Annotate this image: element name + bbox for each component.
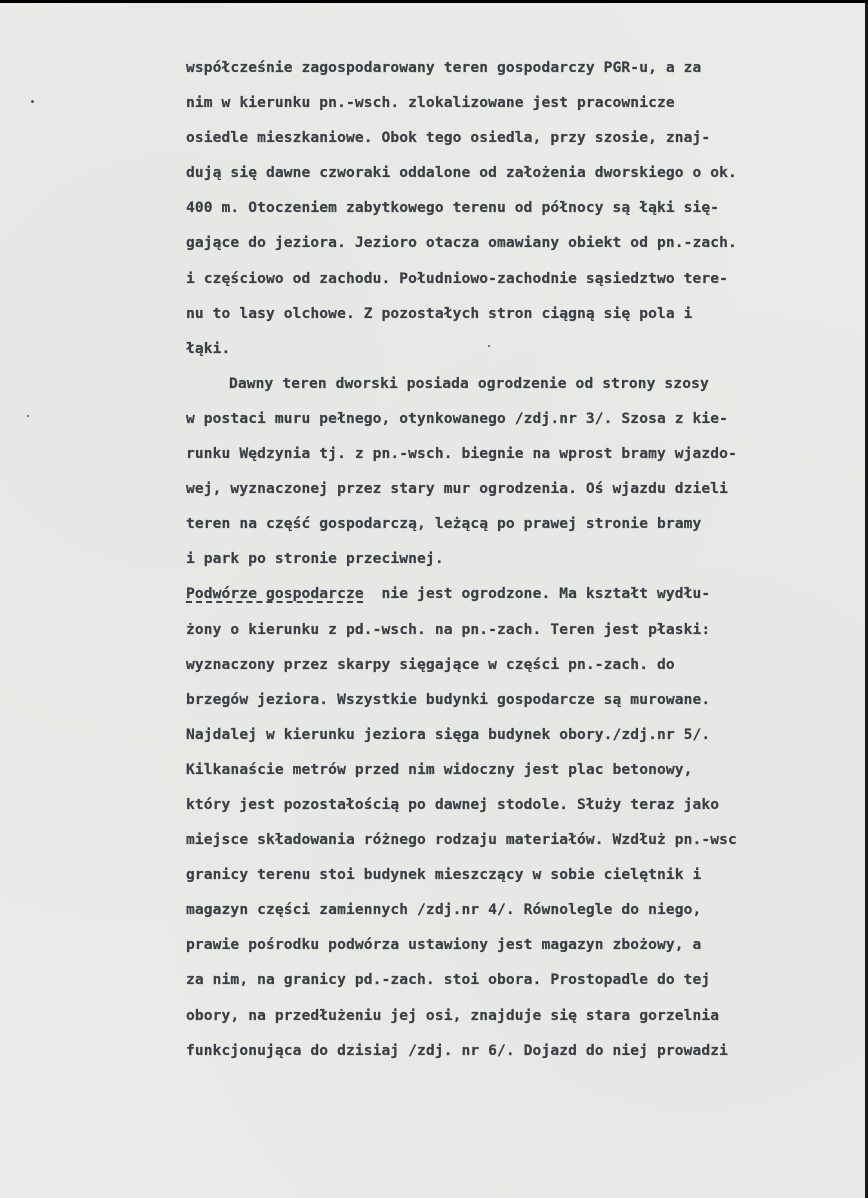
line-text: i park po stronie przeciwnej. [186, 550, 444, 568]
paper-speck [27, 415, 29, 417]
line-text: teren na część gospodarczą, leżącą po prawej stronie bramy [186, 515, 702, 533]
text-line [186, 85, 846, 120]
text-line [186, 471, 846, 506]
line-text: który jest pozostałością po dawnej stodole. Służy teraz jako [186, 795, 720, 813]
line-text: za nim, na granicy pd.-zach. stoi obora. Prostopadle do tej [186, 971, 711, 989]
line-text: granicy terenu stoi budynek mieszczący w sobie cielętnik i [186, 866, 702, 884]
text-line [186, 752, 846, 787]
line-text: funkcjonująca do dzisiaj /zdj. nr 6/. Dojazd do niej prowadzi [186, 1041, 729, 1059]
text-line [186, 998, 846, 1033]
line-text: nu to lasy olchowe. Z pozostałych stron ciągną się pola i [186, 304, 693, 322]
text-line [186, 401, 846, 436]
line-text: brzegów jeziora. Wszystkie budynki gospodarcze są murowane. [186, 690, 711, 708]
line-text: łąki. [186, 339, 231, 357]
text-line [186, 927, 846, 962]
line-text: gające do jeziora. Jezioro otacza omawiany obiekt od pn.-zach. [186, 234, 737, 252]
text-line [186, 366, 846, 401]
line-text: Kilkanaście metrów przed nim widoczny jest plac betonowy, [186, 760, 693, 778]
line-text: żony o kierunku z pd.-wsch. na pn.-zach. Teren jest płaski: [186, 620, 711, 638]
line-text: osiedle mieszkaniowe. Obok tego osiedla, przy szosie, znaj- [186, 129, 711, 147]
line-text: 400 m. Otoczeniem zabytkowego terenu od północy są łąki się- [186, 199, 720, 217]
text-line [186, 261, 846, 296]
line-text: dują się dawne czworaki oddalone od założenia dworskiego o ok. [186, 164, 737, 182]
text-line [186, 647, 846, 682]
line-text: magazyn części zamiennych /zdj.nr 4/. Równolegle do niego, [186, 901, 702, 919]
text-line [186, 612, 846, 647]
line-text: Najdalej w kierunku jeziora sięga budynek obory./zdj.nr 5/. [186, 725, 711, 743]
line-text: nim w kierunku pn.-wsch. zlokalizowane jest pracownicze [186, 94, 675, 112]
text-line [186, 506, 846, 541]
line-text: runku Wędzynia tj. z pn.-wsch. biegnie na wprost bramy wjazdo- [186, 445, 737, 463]
line-text: w postaci muru pełnego, otynkowanego /zdj.nr 3/. Szosa z kie- [186, 409, 729, 427]
text-line [186, 541, 846, 576]
line-text: wej, wyznaczonej przez stary mur ogrodzenia. Oś wjazdu dzieli [186, 480, 729, 498]
line-text: współcześnie zagospodarowany teren gospodarczy PGR-u, a za [186, 59, 702, 76]
document-body [186, 50, 846, 1068]
typewritten-page [0, 3, 868, 1198]
text-line [186, 857, 846, 892]
line-text: Dawny teren dworski posiada ogrodzenie od strony szosy [229, 374, 709, 392]
text-line [186, 892, 846, 927]
text-line [186, 190, 846, 225]
text-line [186, 682, 846, 717]
line-text: wyznaczony przez skarpy sięgające w części pn.-zach. do [186, 655, 675, 673]
text-line [186, 962, 846, 997]
line-text: miejsce składowania różnego rodzaju materiałów. Wzdłuż pn.-wsc [186, 831, 737, 849]
paper-speck [31, 100, 34, 103]
text-line [186, 225, 846, 260]
text-line [186, 120, 846, 155]
text-line [186, 717, 846, 752]
text-line [186, 155, 846, 190]
line-text: i częściowo od zachodu. Południowo-zachodnie sąsiedztwo tere- [186, 269, 729, 287]
text-line [186, 50, 846, 85]
text-line [186, 576, 846, 611]
text-line [186, 822, 846, 857]
section-heading: Podwórze gospodarcze [186, 585, 364, 603]
text-line [186, 436, 846, 471]
text-line [186, 331, 846, 366]
text-line [186, 1033, 846, 1068]
line-text: obory, na przedłużeniu jej osi, znajduje się stara gorzelnia [186, 1006, 720, 1024]
line-text: prawie pośrodku podwórza ustawiony jest magazyn zbożowy, a [186, 936, 702, 954]
line-text: nie jest ogrodzone. Ma kształt wydłu- [363, 585, 711, 603]
text-line [186, 787, 846, 822]
text-line [186, 296, 846, 331]
